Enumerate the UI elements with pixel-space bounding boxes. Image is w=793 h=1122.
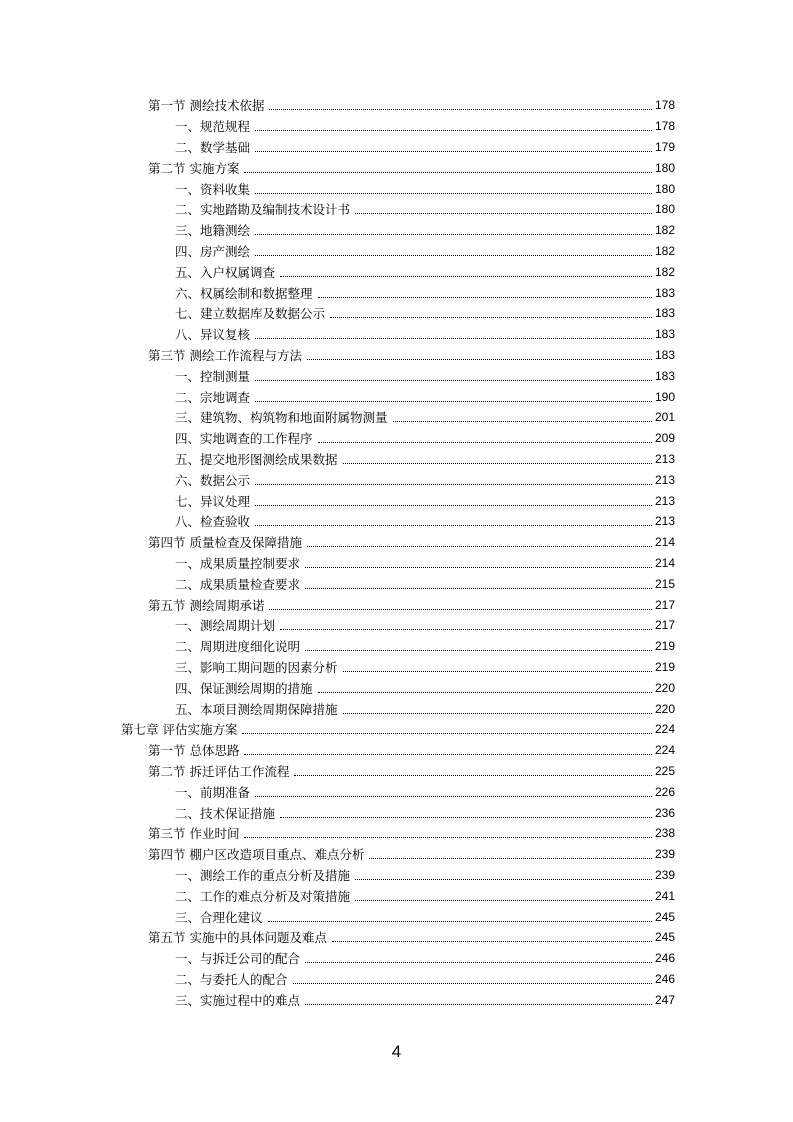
dot-leader [343, 670, 652, 672]
toc-entry-page: 219 [654, 659, 675, 674]
toc-entry[interactable] [148, 844, 675, 865]
toc-entry-page: 201 [654, 410, 675, 425]
toc-entry-page: 182 [654, 264, 675, 279]
dot-leader [269, 608, 651, 610]
toc-entry[interactable] [175, 636, 675, 657]
toc-entry-title: 五、入户权属调查 [175, 264, 276, 280]
toc-entry-page: 241 [654, 888, 675, 903]
toc-entry-page: 183 [654, 347, 675, 362]
toc-entry-title: 三、实施过程中的难点 [175, 992, 301, 1008]
dot-leader [343, 712, 652, 714]
dot-leader [307, 358, 652, 360]
toc-entry-title: 四、实地调查的工作程序 [175, 431, 313, 447]
toc-entry-title: 六、权属绘制和数据整理 [175, 285, 313, 301]
toc-entry-title: 八、检查验收 [175, 514, 251, 530]
toc-entry[interactable] [175, 137, 675, 158]
toc-entry-page: 214 [654, 535, 675, 550]
dot-leader [244, 171, 651, 173]
dot-leader [255, 504, 652, 506]
dot-leader [255, 483, 652, 485]
toc-entry-page: 225 [654, 763, 675, 778]
dot-leader [318, 691, 652, 693]
toc-entry[interactable] [148, 157, 675, 178]
toc-entry-page: 246 [654, 951, 675, 966]
toc-entry[interactable] [175, 116, 675, 137]
toc-entry[interactable] [175, 199, 675, 220]
toc-entry-title: 一、资料收集 [175, 181, 251, 197]
dot-leader [369, 857, 651, 859]
toc-entry[interactable] [175, 386, 675, 407]
toc-entry-page: 213 [654, 493, 675, 508]
toc-entry[interactable] [175, 261, 675, 282]
dot-leader [393, 420, 652, 422]
toc-entry-page: 217 [654, 597, 675, 612]
toc-entry[interactable] [175, 241, 675, 262]
dot-leader [293, 982, 652, 984]
toc-entry-title: 一、测绘工作的重点分析及措施 [175, 867, 351, 883]
toc-entry-title: 五、提交地形图测绘成果数据 [175, 451, 338, 467]
dot-leader [330, 316, 652, 318]
dot-leader [305, 649, 652, 651]
toc-entry[interactable] [148, 740, 675, 761]
toc-entry-page: 245 [654, 909, 675, 924]
toc-entry[interactable] [148, 95, 675, 116]
dot-leader [305, 587, 652, 589]
toc-entry[interactable] [175, 303, 675, 324]
toc-entry-page: 209 [654, 431, 675, 446]
toc-entry-title: 二、技术保证措施 [175, 805, 276, 821]
toc-entry-page: 179 [654, 139, 675, 154]
toc-entry-page: 245 [654, 930, 675, 945]
dot-leader [294, 774, 651, 776]
toc-entry-title: 五、本项目测绘周期保障措施 [175, 701, 338, 717]
dot-leader [343, 462, 652, 464]
toc-entry[interactable] [175, 989, 675, 1010]
toc-entry-page: 190 [654, 389, 675, 404]
dot-leader [355, 212, 652, 214]
toc-entry[interactable] [175, 178, 675, 199]
toc-entry-title: 四、房产测绘 [175, 243, 251, 259]
toc-entry[interactable] [175, 553, 675, 574]
toc-entry[interactable] [175, 969, 675, 990]
toc-entry[interactable] [175, 449, 675, 470]
toc-entry[interactable] [175, 511, 675, 532]
dot-leader [269, 108, 651, 110]
dot-leader [318, 441, 652, 443]
toc-entry-title: 八、异议复核 [175, 327, 251, 343]
toc-entry-title: 一、测绘周期计划 [175, 618, 276, 634]
toc-entry-title: 第五节 实施中的具体问题及难点 [148, 930, 327, 946]
toc-entry-page: 213 [654, 514, 675, 529]
toc-entry[interactable] [175, 802, 675, 823]
toc-entry-title: 第三节 作业时间 [148, 826, 240, 842]
toc-entry-title: 二、与委托人的配合 [175, 971, 288, 987]
toc-entry-page: 213 [654, 451, 675, 466]
toc-entry-title: 三、影响工期问题的因素分析 [175, 659, 338, 675]
toc-entry[interactable] [175, 573, 675, 594]
toc-entry[interactable] [175, 220, 675, 241]
toc-entry[interactable] [175, 365, 675, 386]
toc-entry-page: 180 [654, 181, 675, 196]
toc-entry-title: 七、异议处理 [175, 493, 251, 509]
dot-leader [255, 233, 652, 235]
toc-entry-page: 219 [654, 639, 675, 654]
toc-entry[interactable] [175, 657, 675, 678]
toc-entry[interactable] [175, 428, 675, 449]
toc-entry-title: 第二节 实施方案 [148, 160, 240, 176]
toc-entry[interactable] [175, 781, 675, 802]
toc-entry-page: 247 [654, 992, 675, 1007]
toc-entry-title: 四、保证测绘周期的措施 [175, 680, 313, 696]
toc-entry[interactable] [175, 324, 675, 345]
toc-entry-page: 214 [654, 555, 675, 570]
toc-entry-title: 二、宗地调查 [175, 389, 251, 405]
toc-entry-page: 239 [654, 847, 675, 862]
dot-leader [255, 150, 652, 152]
toc-entry-title: 第四节 棚户区改造项目重点、难点分析 [148, 847, 365, 863]
dot-leader [318, 296, 652, 298]
dot-leader [255, 192, 652, 194]
toc-entry-page: 183 [654, 285, 675, 300]
toc-entry[interactable] [175, 407, 675, 428]
toc-entry[interactable] [175, 865, 675, 886]
toc-entry-page: 236 [654, 805, 675, 820]
dot-leader [255, 795, 652, 797]
dot-leader [280, 275, 652, 277]
toc-entry-title: 三、建筑物、构筑物和地面附属物测量 [175, 410, 388, 426]
toc-entry-page: 217 [654, 618, 675, 633]
toc-entry-title: 第三节 测绘工作流程与方法 [148, 347, 302, 363]
page-number: 4 [391, 1042, 402, 1061]
dot-leader [355, 899, 652, 901]
dot-leader [305, 566, 652, 568]
toc-entry[interactable] [175, 490, 675, 511]
dot-leader [242, 732, 651, 734]
toc-entry-title: 第一节 测绘技术依据 [148, 98, 265, 114]
toc-entry-page: 183 [654, 327, 675, 342]
toc-entry-page: 246 [654, 971, 675, 986]
dot-leader [255, 400, 652, 402]
dot-leader [255, 337, 652, 339]
toc-entry-page: 224 [654, 743, 675, 758]
dot-leader [307, 545, 652, 547]
toc-entry-title: 第一节 总体思路 [148, 743, 240, 759]
dot-leader [244, 753, 651, 755]
toc-entry-title: 六、数据公示 [175, 472, 251, 488]
toc-entry-page: 224 [654, 722, 675, 737]
toc-entry[interactable] [148, 594, 675, 615]
toc-entry[interactable] [175, 469, 675, 490]
dot-leader [355, 878, 652, 880]
toc-entry-title: 一、前期准备 [175, 784, 251, 800]
toc-entry-title: 二、成果质量检查要求 [175, 576, 301, 592]
dot-leader [280, 628, 652, 630]
dot-leader [305, 1003, 652, 1005]
toc-entry-page: 178 [654, 119, 675, 134]
toc-entry[interactable] [175, 948, 675, 969]
toc-entry[interactable] [175, 615, 675, 636]
toc-entry-page: 180 [654, 202, 675, 217]
toc-entry-page: 238 [654, 826, 675, 841]
toc-entry-title: 一、控制测量 [175, 368, 251, 384]
toc-entry-page: 213 [654, 472, 675, 487]
toc-entry-page: 182 [654, 223, 675, 238]
toc-entry[interactable] [175, 906, 675, 927]
dot-leader [255, 254, 652, 256]
toc-entry-title: 三、地籍测绘 [175, 223, 251, 239]
toc-entry-title: 一、规范规程 [175, 119, 251, 135]
dot-leader [255, 524, 652, 526]
toc-entry-page: 183 [654, 306, 675, 321]
toc-entry-page: 183 [654, 368, 675, 383]
toc-entry[interactable] [148, 927, 675, 948]
toc-entry-title: 二、数学基础 [175, 139, 251, 155]
dot-leader [255, 379, 652, 381]
dot-leader [268, 920, 652, 922]
dot-leader [255, 129, 652, 131]
toc-entry-page: 220 [654, 680, 675, 695]
toc-entry[interactable] [175, 282, 675, 303]
toc-entry-page: 178 [654, 98, 675, 113]
toc-entry[interactable] [148, 345, 675, 366]
toc-entry[interactable] [175, 885, 675, 906]
toc-entry[interactable] [175, 698, 675, 719]
toc-entry[interactable] [121, 719, 675, 740]
dot-leader [244, 836, 651, 838]
toc-entry-page: 182 [654, 243, 675, 258]
toc-entry[interactable] [148, 823, 675, 844]
toc-entry-title: 二、工作的难点分析及对策措施 [175, 888, 351, 904]
toc-entry-page: 215 [654, 576, 675, 591]
toc-entry-title: 二、周期进度细化说明 [175, 639, 301, 655]
toc-entry-page: 239 [654, 867, 675, 882]
toc-entry-title: 一、与拆迁公司的配合 [175, 951, 301, 967]
toc-entry-title: 一、成果质量控制要求 [175, 555, 301, 571]
toc-entry[interactable] [148, 761, 675, 782]
toc-entry-title: 第二节 拆迁评估工作流程 [148, 763, 290, 779]
toc-entry-title: 三、合理化建议 [175, 909, 263, 925]
toc-entry-title: 第五节 测绘周期承诺 [148, 597, 265, 613]
toc-entry-title: 七、建立数据库及数据公示 [175, 306, 326, 322]
dot-leader [280, 816, 652, 818]
dot-leader [332, 940, 652, 942]
dot-leader [305, 961, 652, 963]
toc-entry[interactable] [175, 677, 675, 698]
toc-entry-title: 第四节 质量检查及保障措施 [148, 535, 302, 551]
toc-entry-page: 226 [654, 784, 675, 799]
toc-entry-page: 220 [654, 701, 675, 716]
toc-entry-title: 二、实地踏勘及编制技术设计书 [175, 202, 351, 218]
toc-entry[interactable] [148, 532, 675, 553]
toc-entry-page: 180 [654, 160, 675, 175]
toc-entry-title: 第七章 评估实施方案 [121, 722, 238, 738]
